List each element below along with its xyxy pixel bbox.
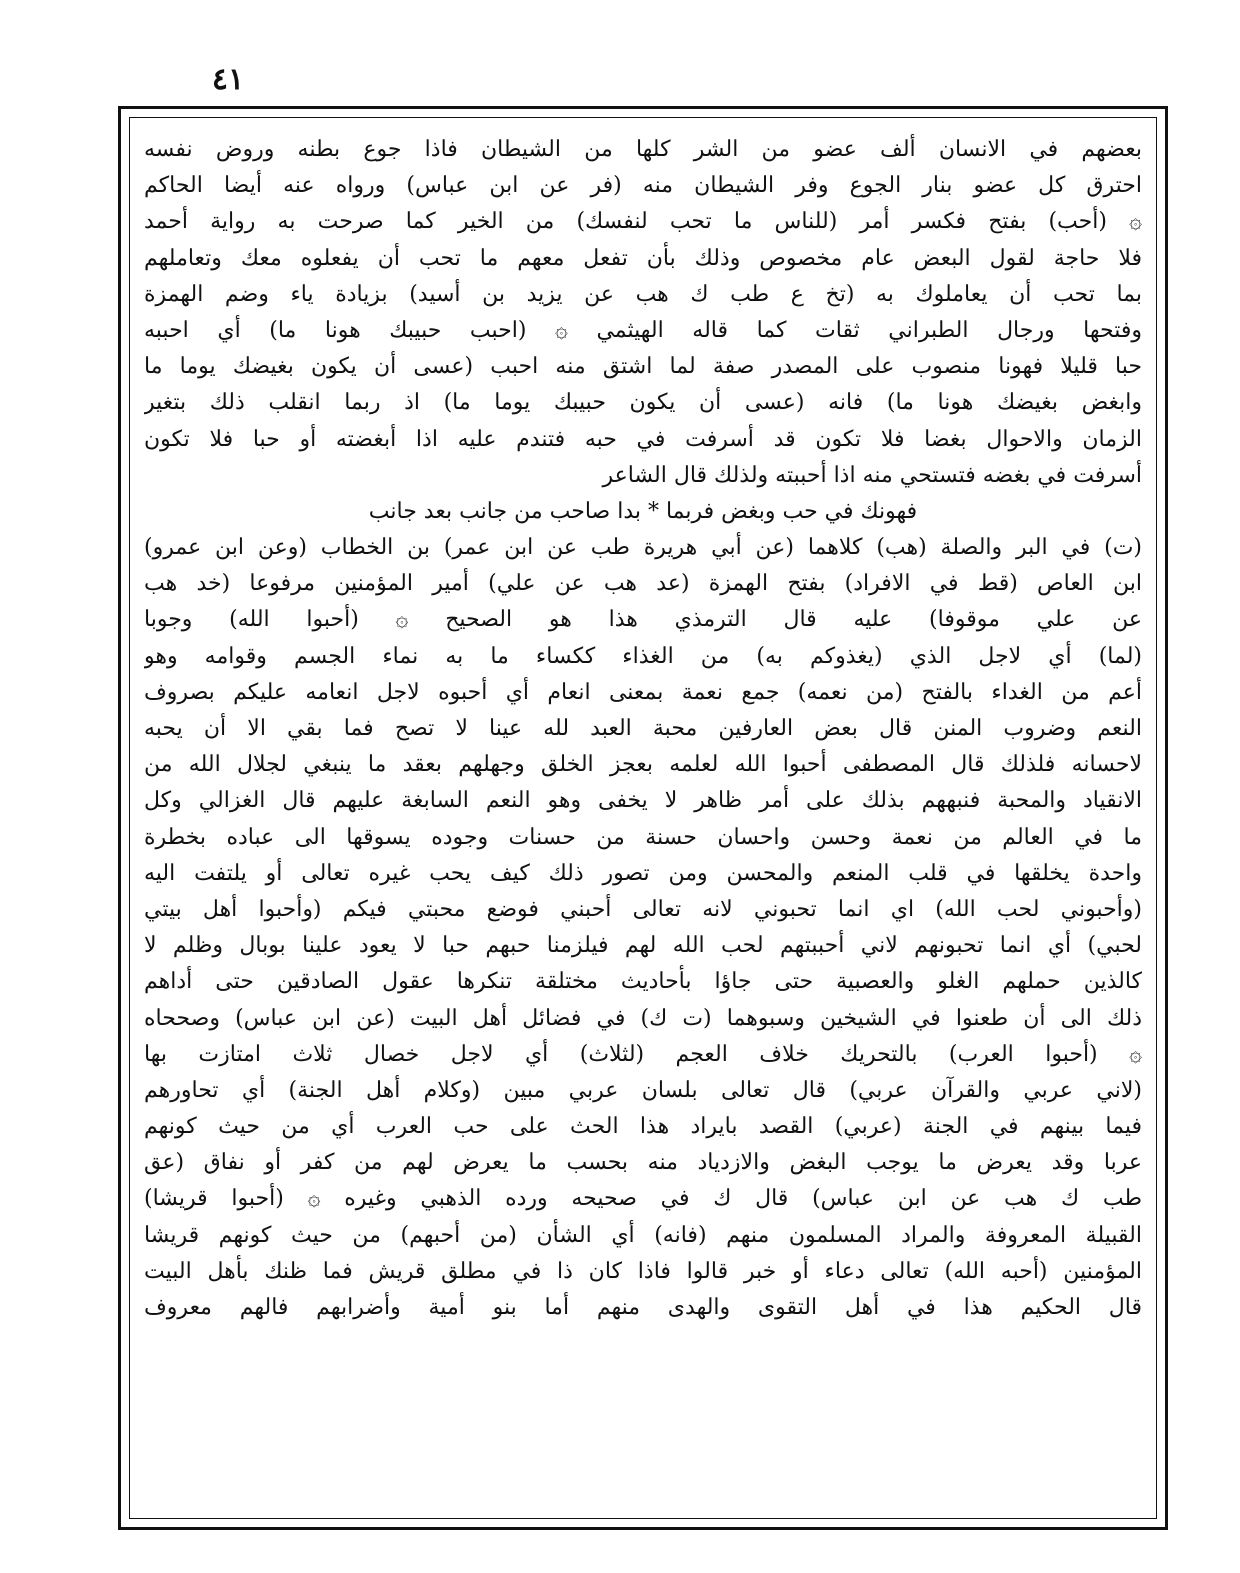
text-line: وابغض بغيضك هونا ما) فانه (عسى أن يكون حبيبك يوما ما) اذ ربما انقلب ذلك بتغير [144,390,1142,416]
text-line: كالذين حملهم الغلو والعصبية حتى جاؤا بأحاديث مختلقة تنكرها عقول الصادقين حتى أداهم [144,969,1142,995]
text-line: لاحسانه فلذلك قال المصطفى أحبوا الله لعلمه بعجز الخلق وجهلهم بعقد ما ينبغي لجلال الله من [144,752,1142,778]
text-line: ما في العالم من نعمة وحسن واحسان حسنة من حسنات وجوده يسوقها الى عباده بخطرة [144,824,1142,850]
page-number: ٤١ [211,62,245,97]
page-border [118,106,1168,1530]
text-line: ذلك الى أن طعنوا في الشيخين وسبوهما (ت ك) في فضائل أهل البيت (عن ابن عباس) وصححاه [144,1005,1142,1031]
text-line: عن علي موقوفا) عليه قال الترمذي هذا هو الصحيح ۞ (أحبوا الله) وجوبا [144,607,1142,633]
text-line: الانقياد والمحبة فنبههم بذلك على أمر ظاهر لا يخفى وهو النعم السابغة عليهم قال الغزالي وكل [144,788,1142,814]
text-line: لحبي) أي انما تحبونهم لاني أحببتهم لحب الله لهم فيلزمنا حبهم حبا لا يعود علينا بوبال وظلم لا [144,933,1142,959]
text-line: النعم وضروب المنن قال بعض العارفين محبة العبد لله عينا لا تصح فما بقي الا أن يحبه [144,716,1142,741]
body-text [144,132,1142,1326]
text-line: الزمان والاحوال بغضا فلا تكون قد أسرفت في حبه فتندم عليه اذا أبغضته أو حبا فلا تكون [144,426,1142,452]
text-line: بعضهم في الانسان ألف عضو من الشر كلها من الشيطان فاذا جوع بطنه وروض نفسه [144,137,1142,162]
text-line: بما تحب أن يعاملوك به (تخ ع طب ك هب عن يزيد بن أسيد) بزيادة ياء وضم الهمزة [144,281,1142,307]
text-line: واحدة يخلقها في قلب المنعم والمحسن ومن تصور ذلك كيف يحب غيره تعالى أو يلتفت اليه [144,860,1142,886]
text-line: وفتحها ورجال الطبراني ثقات كما قاله الهيثمي ۞ (احبب حبيبك هونا ما) أي احببه [144,317,1142,343]
text-line: حبا قليلا فهونا منصوب على المصدر صفة لما اشتق منه احبب (عسى أن يكون بغيضك يوما ما [144,354,1142,380]
text-line: القبيلة المعروفة والمراد المسلمون منهم (فانه) أي الشأن (من أحبهم) من حيث كونهم قريشا [144,1222,1142,1248]
text-line: (ت) في البر والصلة (هب) كلاهما (عن أبي هريرة طب عن ابن عمر) بن الخطاب (وعن ابن عمرو) [144,535,1142,561]
text-line: ابن العاص (قط في الافراد) بفتح الهمزة (عد هب عن علي) أمير المؤمنين مرفوعا (خد هب [144,571,1142,597]
text-line: ۞ (أحب) بفتح فكسر أمر (للناس ما تحب لنفسك) من الخير كما صرحت به رواية أحمد [144,209,1142,235]
text-line: (لاني عربي والقرآن عربي) قال تعالى بلسان عربي مبين (وكلام أهل الجنة) أي تحاورهم [144,1077,1142,1103]
text-line: فلا حاجة لقول البعض عام مخصوص وذلك بأن تفعل معهم ما تحب أن يفعلوه معك وتعاملهم [144,245,1142,271]
poem-verse: فهونك في حب وبغض فربما * بدا صاحب من جانب بعد جانب [368,498,918,524]
text-line: عربا وقد يعرض ما يوجب البغض والازدياد منه بحسب ما يعرض لهم من كفر أو نفاق (عق [144,1150,1142,1176]
text-line: المؤمنين (أحبه الله) تعالى دعاء أو خبر قالوا فاذا كان ذا في مطلق قريش فما ظنك بأهل البيت [144,1258,1142,1284]
text-line: قال الحكيم هذا في أهل التقوى والهدى منهم أما بنو أمية وأضرابهم فالهم معروف [144,1295,1142,1320]
text-line: ۞ (أحبوا العرب) بالتحريك خلاف العجم (لثلاث) أي لاجل خصال ثلاث امتازت بها [144,1041,1142,1067]
text-line: فيما بينهم في الجنة (عربي) القصد بايراد هذا الحث على حب العرب أي من حيث كونهم [144,1114,1142,1140]
page-border-inner [129,117,1157,1519]
text-line: أسرفت في بغضه فتستحي منه اذا أحببته ولذلك قال الشاعر [602,462,1142,488]
text-line: طب ك هب عن ابن عباس) قال ك في صحيحه ورده الذهبي وغيره ۞ (أحبوا قريشا) [144,1186,1142,1212]
text-line: أعم من الغداء بالفتح (من نعمه) جمع نعمة بمعنى انعام أي أحبوه لاجل انعامه عليكم بصروف [144,679,1142,705]
text-line: احترق كل عضو بنار الجوع وفر الشيطان منه (فر عن ابن عباس) ورواه عنه أيضا الحاكم [144,173,1142,199]
text-line: (لما) أي لاجل الذي (يغذوكم به) من الغذاء ككساء ما به نماء الجسم وقوامه وهو [144,643,1142,669]
text-line: (وأحبوني لحب الله) اي انما تحبوني لانه تعالى أحبني فوضع محبتي فيكم (وأحبوا أهل بيتي [144,896,1142,922]
